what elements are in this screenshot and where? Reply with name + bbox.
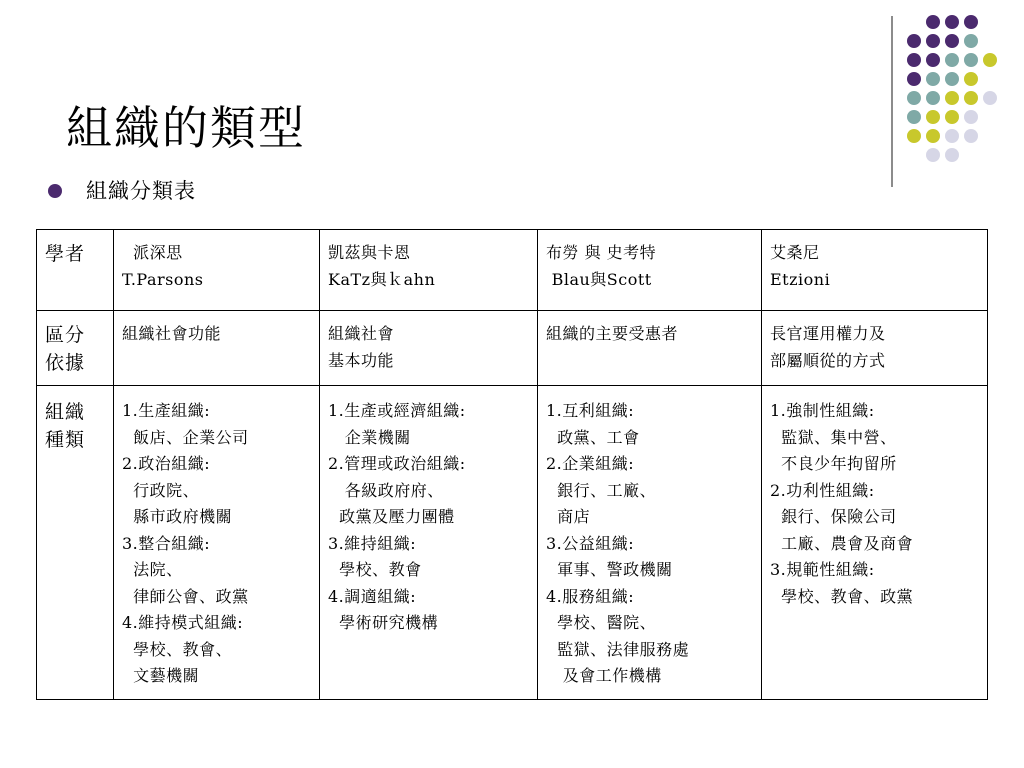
scholar-etzioni: 艾桑尼 Etzioni — [770, 243, 831, 289]
decorative-dot — [964, 34, 978, 48]
bullet-text: 組織分類表 — [86, 179, 196, 203]
decorative-dot — [964, 72, 978, 86]
decorative-dot — [907, 72, 921, 86]
decorative-dot — [945, 91, 959, 105]
table-cell — [320, 230, 538, 311]
table-row-scholars — [37, 230, 988, 311]
decorative-dot — [983, 91, 997, 105]
decorative-dot — [926, 91, 940, 105]
decorative-dot — [964, 15, 978, 29]
decorative-dot — [926, 34, 940, 48]
row-header-basis: 區分 依據 — [45, 324, 86, 374]
table-cell — [320, 311, 538, 386]
decorative-dot — [945, 15, 959, 29]
basis-parsons: 組織社會功能 — [122, 324, 222, 343]
table-cell — [114, 386, 320, 700]
table-cell — [320, 386, 538, 700]
scholar-parsons: 派深思 T.Parsons — [122, 243, 204, 289]
scholar-blau-scott: 布勞 與 史考特 Blau與Scott — [546, 243, 657, 289]
table-cell — [37, 230, 114, 311]
decorative-dot — [945, 110, 959, 124]
row-header-types: 組織 種類 — [45, 401, 86, 451]
decorative-dot-grid — [906, 14, 1018, 164]
table-cell — [114, 230, 320, 311]
decorative-dot — [926, 53, 940, 67]
types-etzioni: 1.強制性組織: 監獄、集中營、 不良少年拘留所 2.功利性組織: 銀行、保險公司 工廠、農會及商會 3.規範性組織: 學校、教會、政黨 — [770, 401, 914, 606]
decorative-dot — [964, 129, 978, 143]
bullet-item — [48, 176, 196, 206]
table-cell — [538, 311, 762, 386]
decorative-dot — [926, 110, 940, 124]
decorative-dot — [964, 53, 978, 67]
decorative-dot — [926, 15, 940, 29]
decorative-dot — [945, 53, 959, 67]
basis-etzioni: 長官運用權力及 部屬順從的方式 — [770, 324, 886, 370]
decorative-dot — [926, 72, 940, 86]
decorative-dot — [945, 72, 959, 86]
decorative-dot — [907, 34, 921, 48]
table-cell — [114, 311, 320, 386]
decorative-dot — [926, 148, 940, 162]
scholar-katz-kahn: 凱茲與卡恩 KaTz與ｋahn — [328, 243, 436, 289]
decorative-vertical-rule — [891, 16, 893, 187]
table-cell — [37, 386, 114, 700]
decorative-dot — [945, 129, 959, 143]
types-katz-kahn: 1.生產或經濟組織: 企業機關 2.管理或政治組織: 各級政府府、 政黨及壓力團體 3.維持組織: 學校、教會 4.調適組織: 學術研究機構 — [328, 401, 466, 632]
types-blau-scott: 1.互利組織: 政黨、工會 2.企業組織: 銀行、工廠、 商店 3.公益組織: 軍事、警政機關 4.服務組織: 學校、醫院、 監獄、法律服務處 及會工作機構 — [546, 401, 690, 685]
classification-table — [36, 229, 988, 700]
decorative-dot — [945, 148, 959, 162]
basis-katz-kahn: 組織社會 基本功能 — [328, 324, 395, 370]
table-cell — [762, 311, 988, 386]
slide-title: 組織的類型 — [66, 101, 306, 155]
basis-blau-scott: 組織的主要受惠者 — [546, 324, 679, 343]
table-cell — [37, 311, 114, 386]
decorative-dot — [983, 53, 997, 67]
decorative-dot — [964, 110, 978, 124]
row-header-scholar: 學者 — [45, 243, 86, 265]
decorative-dot — [945, 34, 959, 48]
decorative-dot — [907, 91, 921, 105]
decorative-dot — [907, 129, 921, 143]
types-parsons: 1.生產組織: 飯店、企業公司 2.政治組織: 行政院、 縣市政府機關 3.整合組織: 法院、 律師公會、政黨 4.維持模式組織: 學校、教會、 文藝機關 — [122, 401, 249, 685]
decorative-dot — [907, 53, 921, 67]
table-cell — [762, 230, 988, 311]
table-row-types — [37, 386, 988, 700]
decorative-dot — [907, 110, 921, 124]
table-cell — [538, 386, 762, 700]
bullet-dot-icon — [48, 184, 62, 198]
decorative-dot — [964, 91, 978, 105]
decorative-dot — [926, 129, 940, 143]
table-cell — [762, 386, 988, 700]
table-cell — [538, 230, 762, 311]
table-row-basis — [37, 311, 988, 386]
